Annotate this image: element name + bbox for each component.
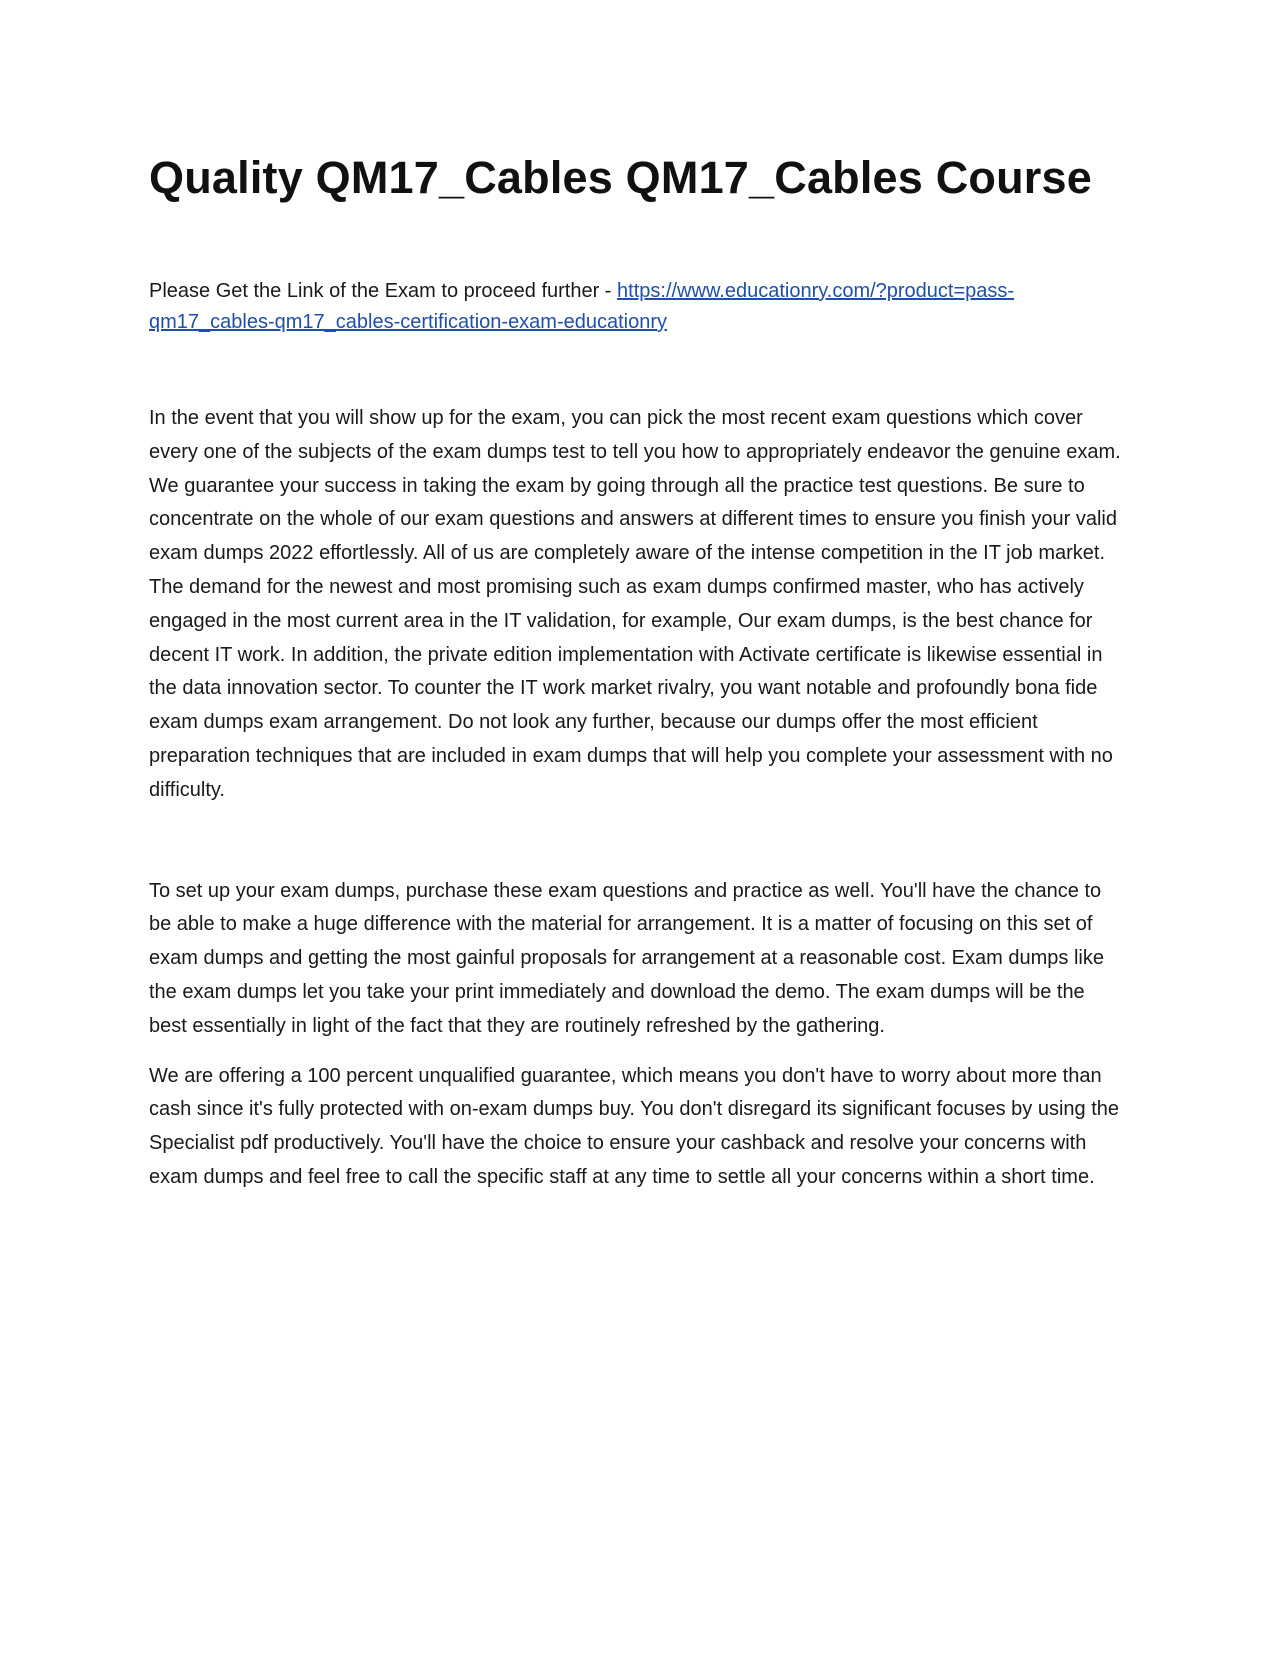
intro-text: Please Get the Link of the Exam to proceed further - [149, 280, 618, 302]
document-page [149, 150, 1124, 1195]
intro-paragraph [149, 276, 1124, 338]
exam-link[interactable]: https://www.educationry.com/?product=pass-qm17_cables-qm17_cables-certification-exam-educationry [149, 280, 1015, 333]
body-paragraph-3: We are offering a 100 percent unqualified guarantee, which means you don't have to worry about more than cash since it's fully protected with on-exam dumps buy. You don't disregard its significant focuses by using the Specialist pdf productively. You'll have the choice to ensure your cashback and resolve your concerns with exam dumps and feel free to call the specific staff at any time to settle all your concerns within a short time. [149, 1064, 1120, 1188]
body-paragraph-2: To set up your exam dumps, purchase these exam questions and practice as well. You'll have the chance to be able to make a huge difference with the material for arrangement. It is a matter of focusing on this set of exam dumps and getting the most gainful proposals for arrangement at a reasonable cost. Exam dumps like the exam dumps let you take your print immediately and download the demo. The exam dumps will be the best essentially in light of the fact that they are routinely refreshed by the gathering. [149, 879, 1104, 1037]
page-title: Quality QM17_Cables QM17_Cables Course [149, 152, 1092, 203]
body-paragraph-1: In the event that you will show up for the exam, you can pick the most recent exam questions which cover every one of the subjects of the exam dumps test to tell you how to appropriately endeavor the genuine exam. We guarantee your success in taking the exam by going through all the practice test questions. Be sure to concentrate on the whole of our exam questions and answers at different times to ensure you finish your valid exam dumps 2022 effortlessly. All of us are completely aware of the intense competition in the IT job market. The demand for the newest and most promising such as exam dumps confirmed master, who has actively engaged in the most current area in the IT validation, for example, Our exam dumps, is the best chance for decent IT work. In addition, the private edition implementation with Activate certificate is likewise essential in the data innovation sector. To counter the IT work market rivalry, you want notable and profoundly bona fide exam dumps exam arrangement. Do not look any further, because our dumps offer the most efficient preparation techniques that are included in exam dumps that will help you complete your assessment with no difficulty. [149, 407, 1121, 801]
